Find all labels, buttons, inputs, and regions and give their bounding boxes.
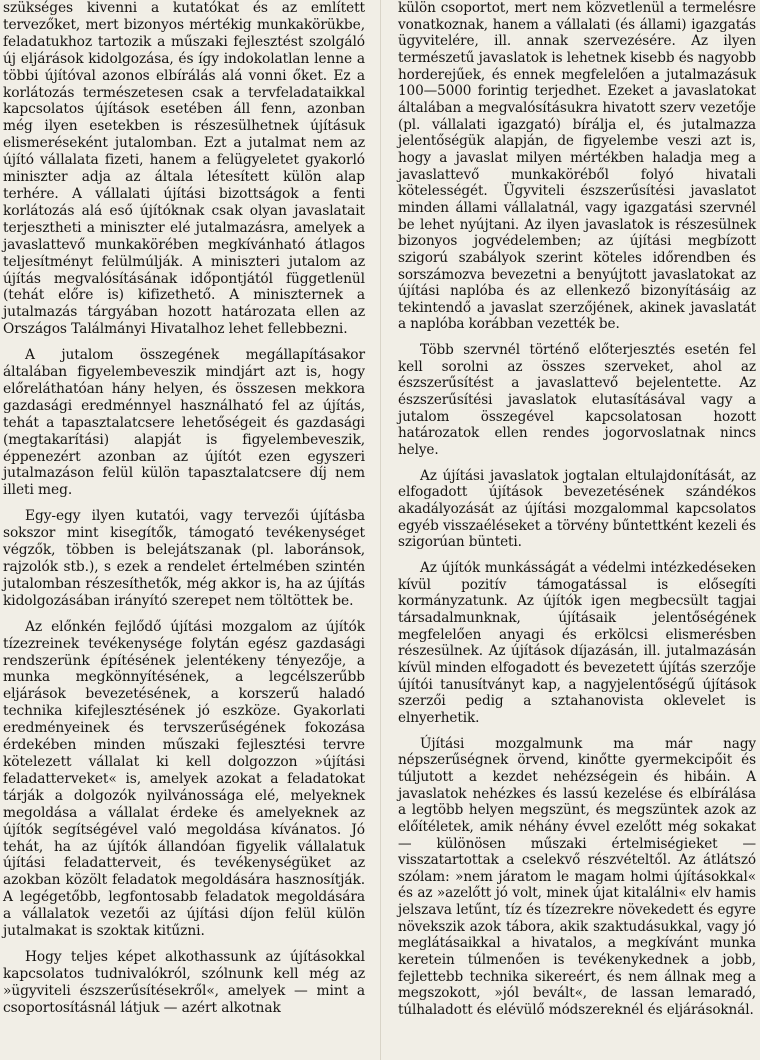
paragraph-l5: Hogy teljes képet alkothassunk az újításokkal kapcsolatos tudnivalókról, szólnunk kell még az »ügyviteli észszerűsítésekről«, amelyek — mint a csoportosításnál látjuk — azért alkotnak	[3, 948, 365, 1016]
paragraph-r2: Több szervnél történő előterjesztés esetén fel kell sorolni az összes szerveket, ahol az észszerűsítést a javaslattevő bejelentette. Az észszerűsítési javaslatok elutasításával vagy a jutalom összegével kapcsolatosan hozott határozatok ellen rendes jogorvoslatnak nincs helye.	[398, 342, 756, 459]
paragraph-r3: Az újítási javaslatok jogtalan eltulajdonítását, az elfogadott újítások bevezetésének szándékos akadályozását az újítási mozgalommal kapcsolatos egyéb visszaéléseket a törvény bűntettként kezeli és szigorúan bünteti.	[398, 467, 756, 551]
paragraph-l1: szükséges kivenni a kutatókat és az említett tervezőket, mert bizonyos mértékig munkakörükbe, feladatukhoz tartozik a műszaki fejlesztést szolgáló új eljárások kidolgozása, és így indokolatlan lenne a többi újítóval azonos elbírálás alá vonni őket. Ez a korlátozás természetesen csak a tervfeladataikkal kapcsolatos újítások esetében áll fenn, azonban még ilyen esetekben is részesülhetnek újításuk elismeréseként jutalomban. Ezt a jutalmat nem az újító vállalata fizeti, hanem a felügyeletet gyakorló miniszter adja az általa létesített külön alap terhére. A vállalati újítási bizottságok a fenti korlátozás alá eső újítóknak csak olyan javaslatait terjesztheti a miniszter elé jutalmazásra, amelyek a javaslattevő munkakörében megkívánható átlagos teljesítményt felülmúlják. A miniszteri jutalom az újítás megvalósításának időpontjától függetlenül (tehát előre is) kifizethető. A miniszternek a jutalmazás tárgyában hozott határozata ellen az Országos Találmányi Hivatalhoz lehet fellebbezni.	[3, 0, 365, 338]
left-column	[3, 0, 365, 1017]
paragraph-r5: Újítási mozgalmunk ma már nagy népszerűségnek örvend, kinőtte gyermekcipőit és túljutott a kezdet nehézségein és hibáin. A javaslatok nehézkes és lassú kezelése és elbírálása a legtöbb helyen megszünt, és megszüntek azok az előítéletek, amik néhány évvel ezelőtt még sokakat — különösen műszaki értelmiségieket — visszatartottak a cselekvő részvételtől. Az átlátszó szólam: »nem járatom le magam holmi újításokkal« és az »azelőtt jó volt, minek újat kitalálni« elv hamis jelszava letűnt, tíz és tízezrekre növekedett és egyre növekszik azok tábora, akik szaktudásukkal, vagy jó meglátásaikkal a hivatalos, a megkívánt munka keretein túlmenően is tevékenykednek a jobb, fejlettebb technika sikereért, és nem állnak meg a megszokott, »jól bevált«, de lassan lemaradó, túlhaladott és elévülő módszereknél és eljárásoknál.	[398, 735, 756, 1019]
paragraph-r1: külön csoportot, mert nem közvetlenül a termelésre vonatkoznak, hanem a vállalati (és állami) igazgatás ügyvitelére, ill. annak szervezésére. Az ilyen természetű javaslatok is lehetnek kisebb és nagyobb horderejűek, és ennek megfelelően a jutalmazásuk 100—5000 forintig terjedhet. Ezeket a javaslatokat általában a megvalósításukra hivatott szerv vezetője (pl. vállalati igazgató) bírálja el, és jutalmazza jelentőségük alapján, de figyelembe veszi azt is, hogy a javaslat milyen mértékben haladja meg a javaslattevő munkaköréből folyó hivatali kötelességét. Ügyviteli észszerűsítési javaslatot minden állami vállalatnál, vagy igazgatási szervnél be lehet nyújtani. Az ilyen javaslatok is részesülnek bizonyos jogvédelemben; az újítási megbízott szigorú szabályok szerint köteles időrendben és sorszámozva bevezetni a benyújtott javaslatokat az újítási naplóba és az ellenkező bizonyításáig az tekintendő a javaslat szerzőjének, akinek javaslatát a naplóba korábban vezették be.	[398, 0, 756, 333]
paragraph-r4: Az újítók munkásságát a védelmi intézkedéseken kívül pozitív támogatással is elősegíti kormányzatunk. Az újítók igen megbecsült tagjai társadalmunknak, újításaik jelentőségének megfelelően anyagi és erkölcsi elismerésben részesülnek. Az újítások díjazásán, ill. jutalmazásán kívül minden elfogadott és bevezetett újítás szerzője újítói tanusítványt kap, a nagyjelentőségű újítások szerzői pedig a sztahanovista oklevelet is elnyerhetik.	[398, 560, 756, 726]
right-column	[398, 0, 756, 1019]
column-divider	[380, 0, 381, 1060]
paragraph-l4: Az előnkén fejlődő újítási mozgalom az újítók tízezreinek tevékenysége folytán egész gazdasági rendszerünk építésének jelentékeny tényezője, a munka megkönnyítésének, a legcélszerűbb eljárások bevezetésének, a korszerű haladó technika kifejlesztésének jó eszköze. Gyakorlati eredményeinek és tervszerűségének fokozása érdekében minden műszaki fejlesztési tervre kötelezett vállalat ki kell dolgozzon »újítási feladatterveket« is, amelyek azokat a feladatokat tárják a dolgozók nyilvánossága elé, melyeknek megoldása a vállalat érdeke és amelyeknek az újítók segítségével való megoldása kívánatos. Jó tehát, ha az újítók állandóan figyelik vállalatuk újítási feladatterveit, és tevékenységüket az azokban közölt feladatok megoldására hasznosítják. A legégetőbb, legfontosabb feladatok megoldására a vállalatok vezetői az újítási díjon felül külön jutalmakat is szoktak kitűzni.	[3, 618, 365, 940]
paragraph-l2: A jutalom összegének megállapításakor általában figyelembeveszik mindjárt azt is, hogy előreláthatóan hány helyen, és összesen mekkora gazdasági eredménnyel használható fel az újítás, tehát a tapasztalatcsere lehetőségeit és gazdasági (megtakarítási) alapját is figyelembeveszik, éppenezért azonban az újítót ezen egyszeri jutalmazáson felül külön tapasztalatcsere díj nem illeti meg.	[3, 347, 365, 499]
paragraph-l3: Egy-egy ilyen kutatói, vagy tervezői újításba sokszor mint kisegítők, támogató tevékenységet végzők, többen is belejátszanak (pl. laboránsok, rajzolók stb.), s ezek a rendelet értelmében szintén jutalomban részesíthetők, még akkor is, ha az újítás kidolgozásában irányító szerepet nem töltöttek be.	[3, 508, 365, 609]
